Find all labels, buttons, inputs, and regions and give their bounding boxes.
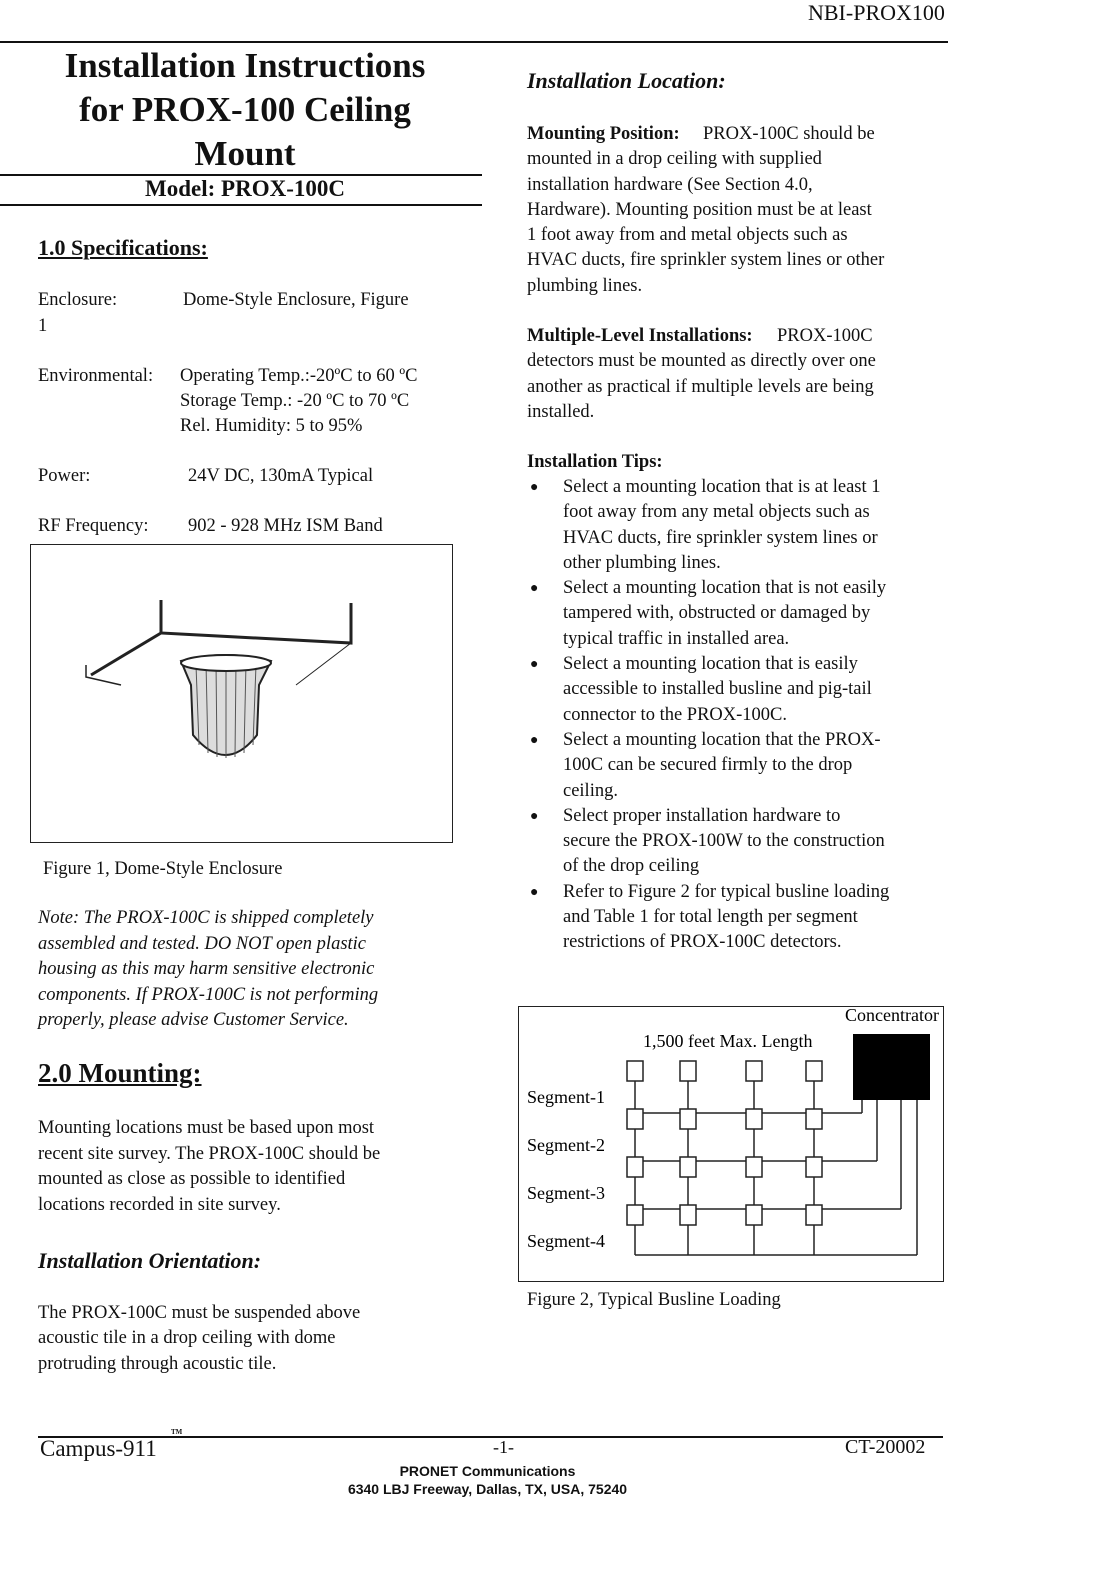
figure-1-frame — [30, 544, 453, 843]
text-line: Rel. Humidity: 5 to 95% — [180, 416, 363, 436]
detector-box — [806, 1157, 822, 1177]
bullet-icon: ● — [530, 657, 539, 673]
mounting-heading: 2.0 Mounting: — [38, 1058, 202, 1088]
text-line: foot away from any metal objects such as — [563, 502, 870, 523]
spec-enclosure-value: Dome-Style Enclosure, Figure — [183, 290, 409, 310]
text-line: restrictions of PROX-100C detectors. — [563, 932, 842, 953]
text-line: Select a mounting location that is easily — [563, 654, 858, 675]
text-line: typical traffic in installed area. — [563, 628, 790, 649]
tip-text — [563, 576, 886, 652]
text-line: acoustic tile in a drop ceiling with dome — [38, 1328, 336, 1349]
bullet-icon: ● — [530, 581, 539, 597]
multiple-level-paragraph — [527, 324, 947, 429]
text-line: assembled and tested. DO NOT open plastic — [38, 933, 367, 954]
bullet-icon: ● — [530, 808, 539, 824]
text-line: Select a mounting location that is not easily — [563, 578, 887, 599]
figure-2-caption: Figure 2, Typical Busline Loading — [527, 1290, 781, 1310]
text-line: secure the PROX-100W to the construction — [563, 831, 885, 852]
mounting-position-paragraph — [527, 122, 947, 302]
text-line: 1 foot away from and metal objects such as — [527, 225, 848, 246]
model-line: Model: PROX-100C — [145, 176, 345, 201]
max-length-label: 1,500 feet Max. Length — [643, 1031, 813, 1051]
text-line: Note: The PROX-100C is shipped completely — [38, 908, 374, 928]
installation-tips-label: Installation Tips: — [527, 452, 663, 472]
concentrator-box — [853, 1034, 930, 1100]
spec-environmental-values — [180, 364, 417, 439]
text-line: and Table 1 for total length per segment — [563, 907, 858, 928]
tip-item — [527, 652, 947, 728]
spec-power-label: Power: — [38, 466, 91, 486]
footer-product: Campus-911 — [40, 1436, 157, 1461]
text-line: another as practical if multiple levels are being — [527, 376, 874, 397]
text-line: HVAC ducts, fire sprinkler system lines or — [563, 527, 878, 548]
mounting-text — [38, 1116, 380, 1218]
detector-box — [746, 1205, 762, 1225]
text-line: other plumbing lines. — [563, 552, 721, 573]
tip-text — [563, 880, 889, 956]
footer-doc-code: CT-20002 — [845, 1436, 926, 1458]
bullet-icon: ● — [530, 884, 539, 900]
text-line: detectors must be mounted as directly over one — [527, 351, 876, 372]
text-line: recent site survey. The PROX-100C should be — [38, 1143, 381, 1164]
text-line: properly, please advise Customer Service. — [38, 1010, 349, 1030]
tip-text — [563, 728, 881, 804]
text-line: installed. — [527, 401, 595, 422]
segment-label: Segment-1 — [527, 1087, 605, 1107]
multiple-level-text — [527, 324, 876, 425]
text-line: locations recorded in site survey. — [38, 1194, 281, 1215]
spec-rf-value: 902 - 928 MHz ISM Band — [188, 516, 383, 536]
text-line: plumbing lines. — [527, 275, 643, 296]
detector-box — [806, 1109, 822, 1129]
text-line: tampered with, obstructed or damaged by — [563, 603, 871, 624]
busline-diagram — [519, 1007, 943, 1281]
segment-label: Segment-4 — [527, 1231, 605, 1251]
text-line: 100C can be secured firmly to the drop — [563, 755, 853, 776]
company-name: PRONET Communications — [399, 1463, 576, 1479]
detector-box — [680, 1205, 696, 1225]
detector-box — [746, 1061, 762, 1081]
company-address: 6340 LBJ Freeway, Dallas, TX, USA, 75240 — [347, 1481, 628, 1497]
text-line: Select proper installation hardware to — [563, 805, 841, 826]
document-id: NBI-PROX100 — [808, 0, 945, 25]
text-line: housing as this may harm sensitive electronic — [38, 959, 375, 979]
text-line: ceiling. — [563, 780, 618, 801]
bullet-icon: ● — [530, 733, 539, 748]
text-line: mounted in a drop ceiling with supplied — [527, 149, 822, 170]
detector-box — [806, 1061, 822, 1081]
text-line: protruding through acoustic tile. — [38, 1353, 277, 1374]
text-line: accessible to installed busline and pig-tail — [563, 679, 872, 700]
detector-box — [627, 1157, 643, 1177]
text-line: PROX-100C — [777, 326, 873, 346]
tip-text — [563, 652, 872, 728]
detector-box — [806, 1205, 822, 1225]
multiple-level-label: Multiple-Level Installations: — [527, 326, 753, 346]
text-line: PROX-100C should be — [703, 124, 875, 144]
detector-box — [746, 1109, 762, 1129]
footer-rule — [38, 1436, 943, 1438]
shipping-note — [38, 906, 378, 1034]
spec-enclosure-label: Enclosure: — [38, 290, 118, 310]
concentrator-label: Concentrator — [845, 1007, 939, 1025]
spec-enclosure-wrap: 1 — [38, 316, 48, 336]
detector-box — [627, 1109, 643, 1129]
model-rule — [0, 204, 482, 206]
mounting-position-text — [527, 122, 884, 299]
text-line: Installation Instructions — [64, 46, 426, 85]
text-line: connector to the PROX-100C. — [563, 704, 788, 725]
dome-enclosure-illustration — [31, 545, 452, 842]
text-line: mounted as close as possible to identified — [38, 1169, 346, 1189]
orientation-heading: Installation Orientation: — [38, 1248, 262, 1273]
text-line: The PROX-100C must be suspended above — [38, 1303, 361, 1323]
tip-item — [527, 475, 947, 576]
text-line: Mount — [194, 134, 296, 173]
spec-rf-label: RF Frequency: — [38, 516, 149, 536]
detector-box — [627, 1061, 643, 1081]
mounting-position-label: Mounting Position: — [527, 124, 680, 144]
text-line: components. If PROX-100C is not performing — [38, 984, 379, 1005]
spec-environmental-label: Environmental: — [38, 366, 154, 386]
tip-item — [527, 576, 947, 652]
text-line: for PROX-100 Ceiling — [79, 90, 411, 129]
orientation-text — [38, 1301, 360, 1377]
tip-text — [563, 804, 885, 880]
detector-box — [627, 1205, 643, 1225]
detector-box — [680, 1157, 696, 1177]
spec-power-value: 24V DC, 130mA Typical — [188, 466, 374, 486]
segment-label: Segment-3 — [527, 1183, 605, 1203]
header-rule — [0, 41, 948, 43]
page-title — [0, 44, 490, 176]
figure-1-caption: Figure 1, Dome-Style Enclosure — [43, 859, 283, 879]
text-line: Select a mounting location that is at least 1 — [563, 477, 881, 497]
text-line: Mounting locations must be based upon most — [38, 1118, 375, 1138]
installation-location-heading: Installation Location: — [527, 68, 726, 93]
text-line: installation hardware (See Section 4.0, — [527, 174, 813, 195]
text-line: Refer to Figure 2 for typical busline loading — [563, 881, 890, 902]
detector-box — [746, 1157, 762, 1177]
segment-label: Segment-2 — [527, 1135, 605, 1155]
text-line: Operating Temp.:-20ºC to 60 ºC — [180, 366, 418, 386]
figure-2-frame — [518, 1006, 944, 1282]
tip-item — [527, 804, 947, 880]
text-line: Select a mounting location that the PROX- — [563, 730, 881, 750]
text-line: Hardware). Mounting position must be at least — [527, 199, 872, 220]
page-number: -1- — [493, 1437, 514, 1457]
tip-item — [527, 880, 947, 956]
tip-item — [527, 728, 947, 804]
detector-box — [680, 1061, 696, 1081]
text-line: of the drop ceiling — [563, 856, 700, 877]
footer-trademark: TM — [171, 1428, 183, 1436]
text-line: HVAC ducts, fire sprinkler system lines or other — [527, 250, 885, 271]
specifications-heading: 1.0 Specifications: — [38, 235, 208, 260]
text-line: Storage Temp.: -20 ºC to 70 ºC — [180, 391, 410, 411]
detector-box — [680, 1109, 696, 1129]
bullet-icon: ● — [530, 480, 539, 495]
tip-text — [563, 475, 881, 576]
